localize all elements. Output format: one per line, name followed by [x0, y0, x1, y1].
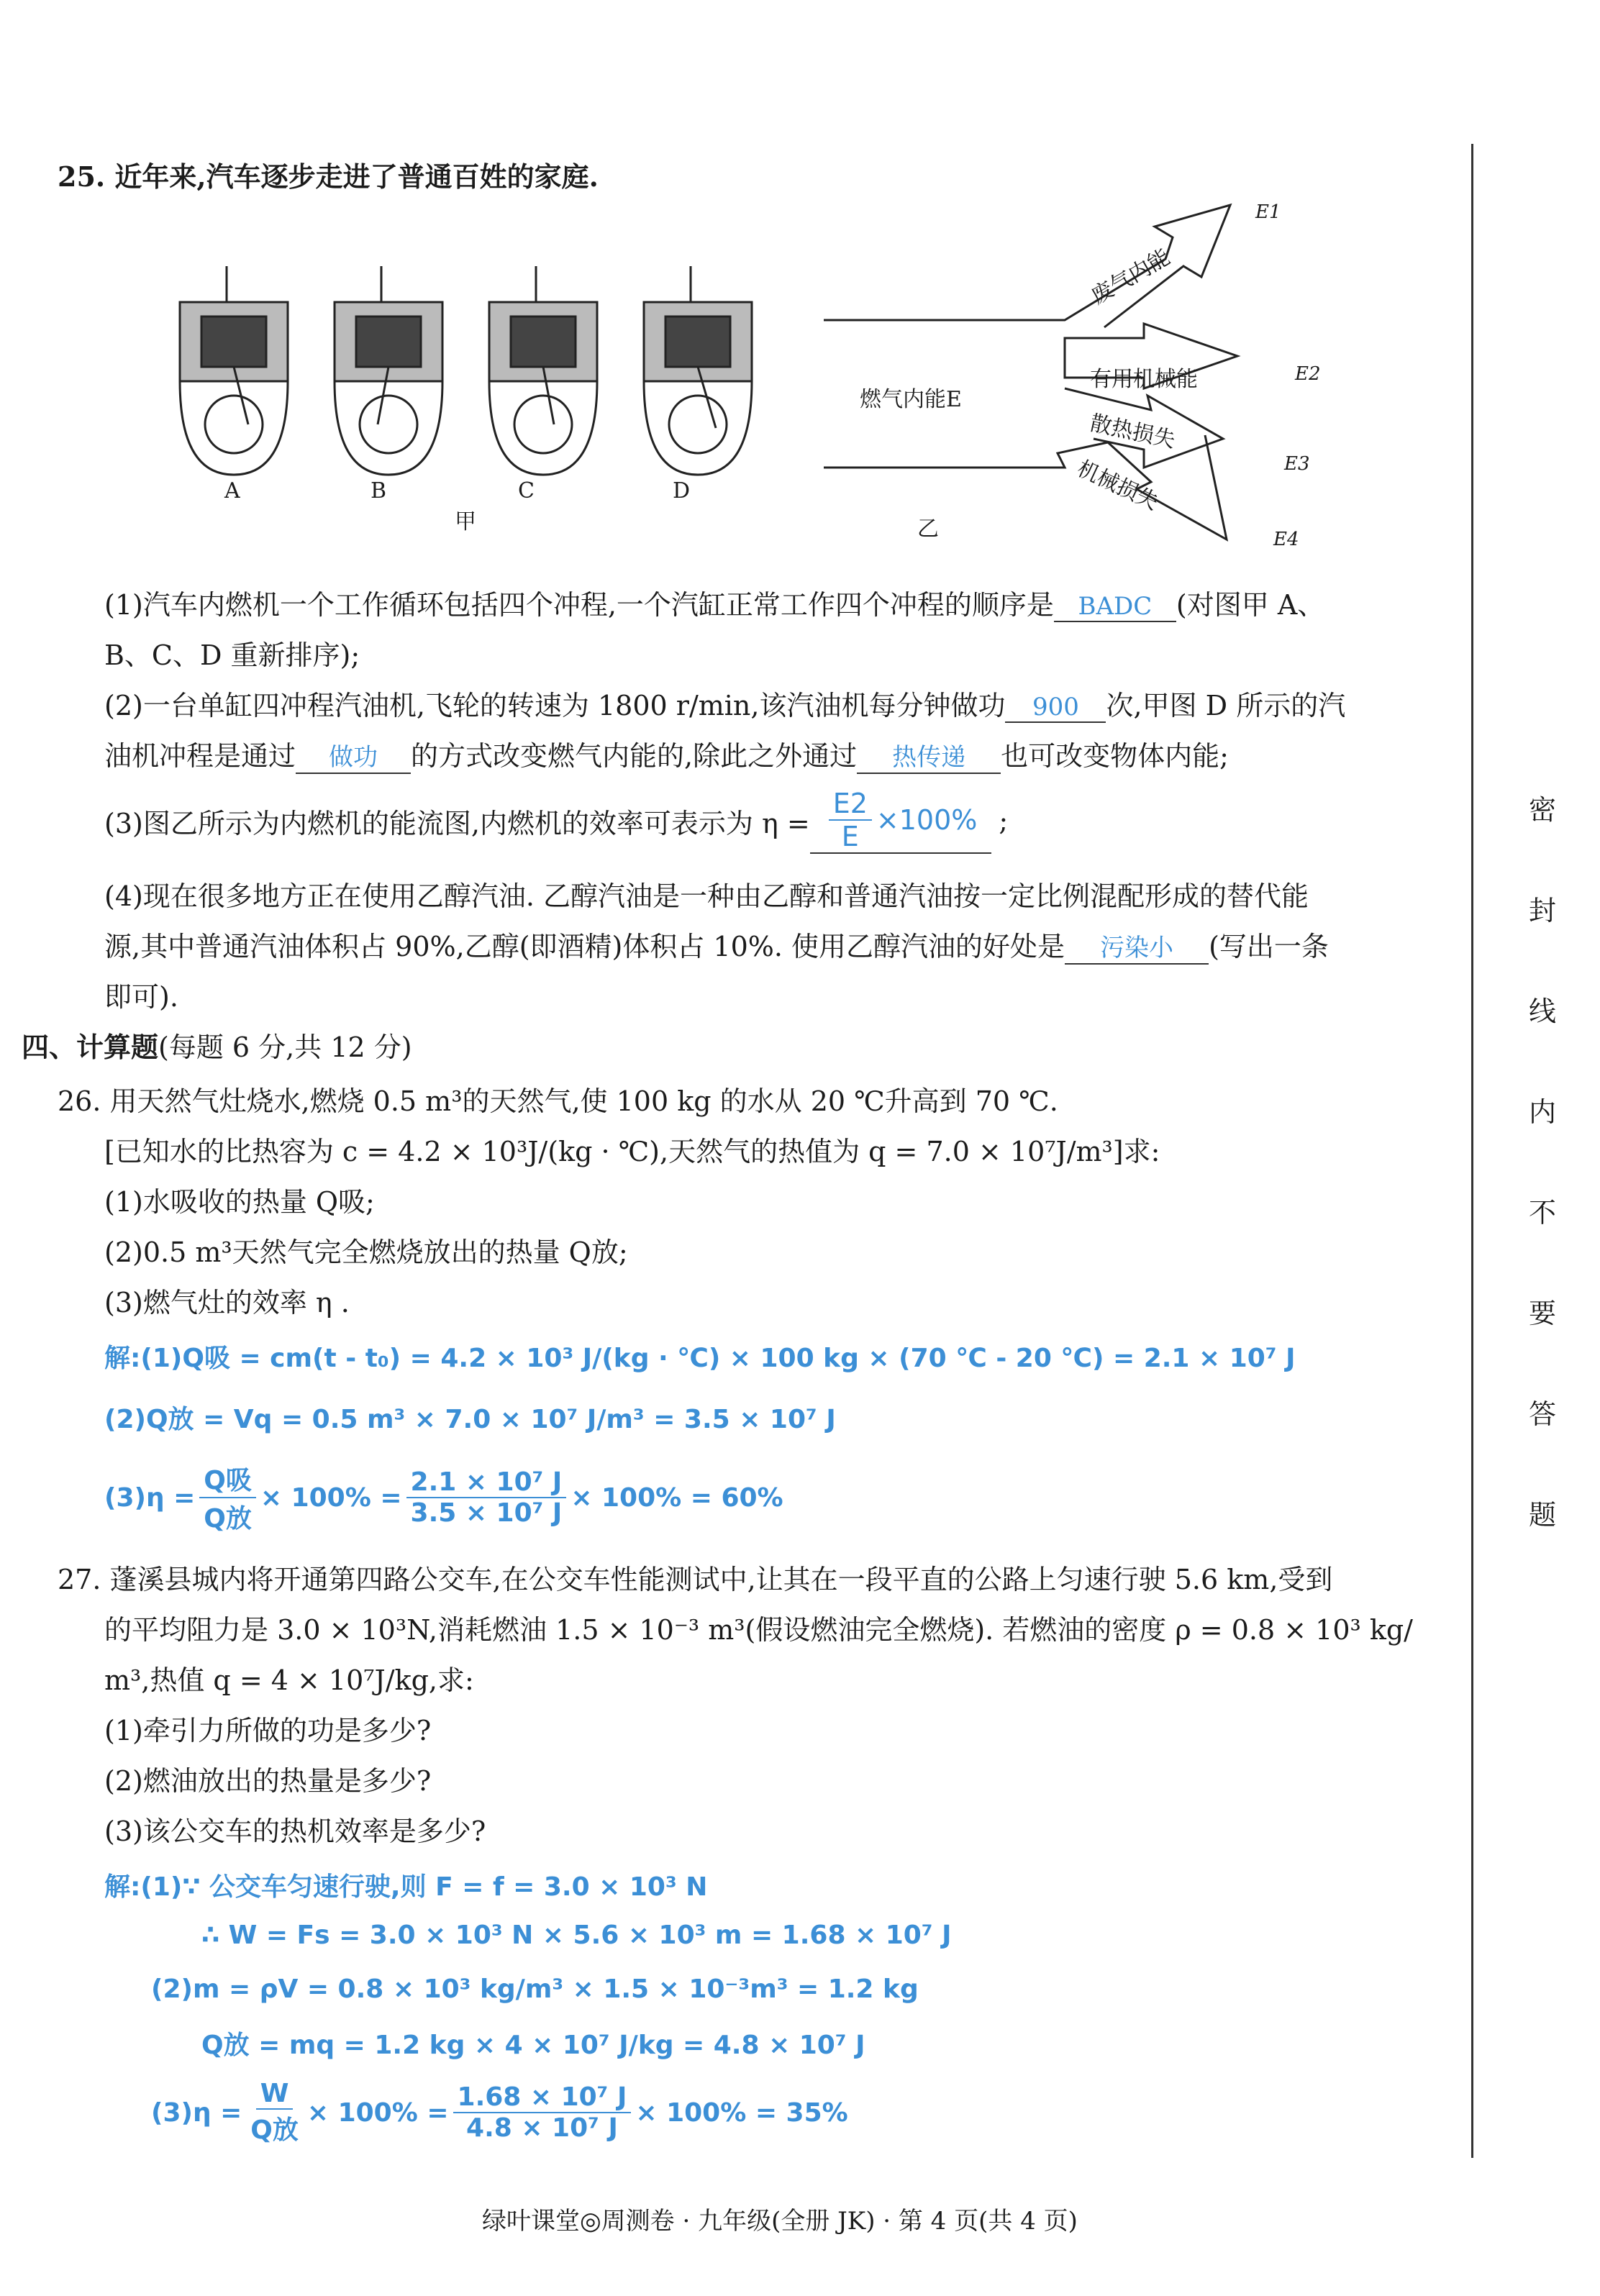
q27-line1: 27. 蓬溪县城内将开通第四路公交车,在公交车性能测试中,让其在一段平直的公路上匀速行驶 5.6 km,受到	[58, 1564, 1333, 1595]
seal-char-6: 要	[1529, 1298, 1557, 1329]
q25-p2-answer1: 900	[1005, 693, 1106, 723]
label-e1: E1	[1255, 201, 1281, 223]
q27-line2: 的平均阻力是 3.0 × 10³N,消耗燃油 1.5 × 10⁻³ m³(假设燃油完全燃烧). 若燃油的密度 ρ = 0.8 × 10³ kg/	[104, 1614, 1413, 1646]
q27-answer-1: 解:(1)∵ 公交车匀速行驶,则 F = f = 3.0 × 10³ N	[104, 1872, 708, 1902]
seal-char-7: 答	[1529, 1398, 1557, 1430]
q26-answer-3: (3)η = $\frac{\text{Q吸}}{\text{Q放}}$ × 100% = $\frac{\text{2.1 × 10⁷ J}}{\text{3.5 × 10⁷ J}}$ × 100% = 60%	[104, 1460, 783, 1535]
q26-title: 26. 用天然气灶烧水,燃烧 0.5 m³的天然气,使 100 kg 的水从 20 ℃升高到 70 ℃.	[58, 1085, 1058, 1117]
q25-p1: (1)汽车内燃机一个工作循环包括四个冲程,一个汽缸正常工作四个冲程的顺序是 BADC (对图甲 A、	[104, 589, 1325, 621]
engine-c	[489, 266, 597, 475]
seal-char-4: 内	[1529, 1096, 1557, 1128]
label-waste-gas: 废气内能	[1087, 244, 1175, 310]
label-useful: 有用机械能	[1090, 367, 1198, 392]
q26-s3: (3)燃气灶的效率 η .	[104, 1287, 350, 1318]
label-e4: E4	[1273, 529, 1299, 550]
q27-answer-5: (3)η = $\frac{W}{\text{Q放}}$ × 100% = $\frac{\text{1.68 × 10⁷ J}}{\text{4.8 × 10⁷ J}}$ × 100% = 35%	[151, 2079, 848, 2145]
label-d: D	[673, 478, 691, 504]
label-e2: E2	[1295, 363, 1321, 385]
seal-char-3: 线	[1529, 996, 1557, 1027]
q27-s3: (3)该公交车的热机效率是多少?	[104, 1816, 486, 1847]
q27-s1: (1)牵引力所做的功是多少?	[104, 1715, 432, 1746]
q25-p4-answer: 污染小	[1065, 928, 1209, 965]
seal-char-8: 题	[1529, 1499, 1557, 1531]
q26-given: [已知水的比热容为 c = 4.2 × 10³J/(kg · ℃),天然气的热值为 q = 7.0 × 10⁷J/m³]求:	[104, 1136, 1160, 1167]
q27-answer-3: (2)m = ρV = 0.8 × 10³ kg/m³ × 1.5 × 10⁻³m³ = 1.2 kg	[151, 1974, 919, 2004]
q25-p2-cont: 油机冲程是通过 做功 的方式改变燃气内能的,除此之外通过 热传递 也可改变物体内能;	[104, 734, 1229, 774]
q25-p2-answer2: 做功	[296, 737, 411, 774]
section-4-title: 四、计算题(每题 6 分,共 12 分)	[22, 1031, 412, 1063]
q27-line3: m³,热值 q = 4 × 10⁷J/kg,求:	[104, 1664, 474, 1696]
engine-d	[644, 266, 752, 475]
label-mech-loss: 机械损失	[1073, 455, 1163, 516]
label-yi: 乙	[917, 516, 939, 542]
q26-s1: (1)水吸收的热量 Q吸;	[104, 1186, 375, 1218]
q27-answer-2: ∴ W = Fs = 3.0 × 10³ N × 5.6 × 10³ m = 1.68 × 10⁷ J	[201, 1921, 952, 1950]
engine-figure	[165, 259, 799, 532]
label-heat-loss: 散热损失	[1087, 410, 1178, 454]
q25-p4: (4)现在很多地方正在使用乙醇汽油. 乙醇汽油是一种由乙醇和普通汽油按一定比例混配形成的替代能	[104, 880, 1309, 912]
q26-answer-2: (2)Q放 = Vq = 0.5 m³ × 7.0 × 10⁷ J/m³ = 3.5 × 10⁷ J	[104, 1405, 836, 1434]
label-c: C	[518, 478, 535, 504]
q26-s2: (2)0.5 m³天然气完全燃烧放出的热量 Q放;	[104, 1236, 628, 1268]
label-input-energy: 燃气内能E	[860, 387, 962, 412]
q26-answer-1: 解:(1)Q吸 = cm(t - t₀) = 4.2 × 10³ J/(kg · ℃) × 100 kg × (70 ℃ - 20 ℃) = 2.1 × 10⁷ J	[104, 1344, 1296, 1373]
q25-title: 25. 近年来,汽车逐步走进了普通百姓的家庭.	[58, 160, 599, 193]
page-footer: 绿叶课堂◎周测卷 · 九年级(全册 JK) · 第 4 页(共 4 页)	[482, 2207, 1078, 2236]
label-e3: E3	[1284, 453, 1310, 475]
q25-p3: (3)图乙所示为内燃机的能流图,内燃机的效率可表示为 η = $\frac{E2}{E}$ ×100% ;	[104, 788, 1009, 852]
engine-b	[335, 266, 442, 475]
q25-p1-answer: BADC	[1054, 592, 1176, 622]
q27-answer-4: Q放 = mq = 1.2 kg × 4 × 10⁷ J/kg = 4.8 × 10⁷ J	[201, 2031, 865, 2060]
label-jia: 甲	[455, 509, 476, 534]
label-a: A	[224, 478, 240, 504]
seal-char-5: 不	[1529, 1197, 1557, 1229]
engine-a	[180, 266, 288, 475]
q27-s2: (2)燃油放出的热量是多少?	[104, 1765, 432, 1797]
q25-p1-cont: B、C、D 重新排序);	[104, 639, 360, 671]
q25-p4-cont: 源,其中普通汽油体积占 90%,乙醇(即酒精)体积占 10%. 使用乙醇汽油的好处是 污染小 (写出一条	[104, 924, 1329, 965]
q25-p2: (2)一台单缸四冲程汽油机,飞轮的转速为 1800 r/min,该汽油机每分钟做功 900 次,甲图 D 所示的汽	[104, 690, 1346, 721]
q25-p2-answer3: 热传递	[857, 737, 1001, 774]
energy-flow-diagram	[820, 194, 1338, 554]
q25-p3-denominator: E	[841, 821, 859, 852]
seal-char-1: 密	[1529, 794, 1557, 826]
seal-char-2: 封	[1529, 895, 1557, 926]
binding-line	[1471, 144, 1473, 2158]
q25-p3-numerator: E2	[829, 788, 872, 821]
label-b: B	[371, 478, 387, 504]
q25-p4-end: 即可).	[104, 981, 178, 1013]
